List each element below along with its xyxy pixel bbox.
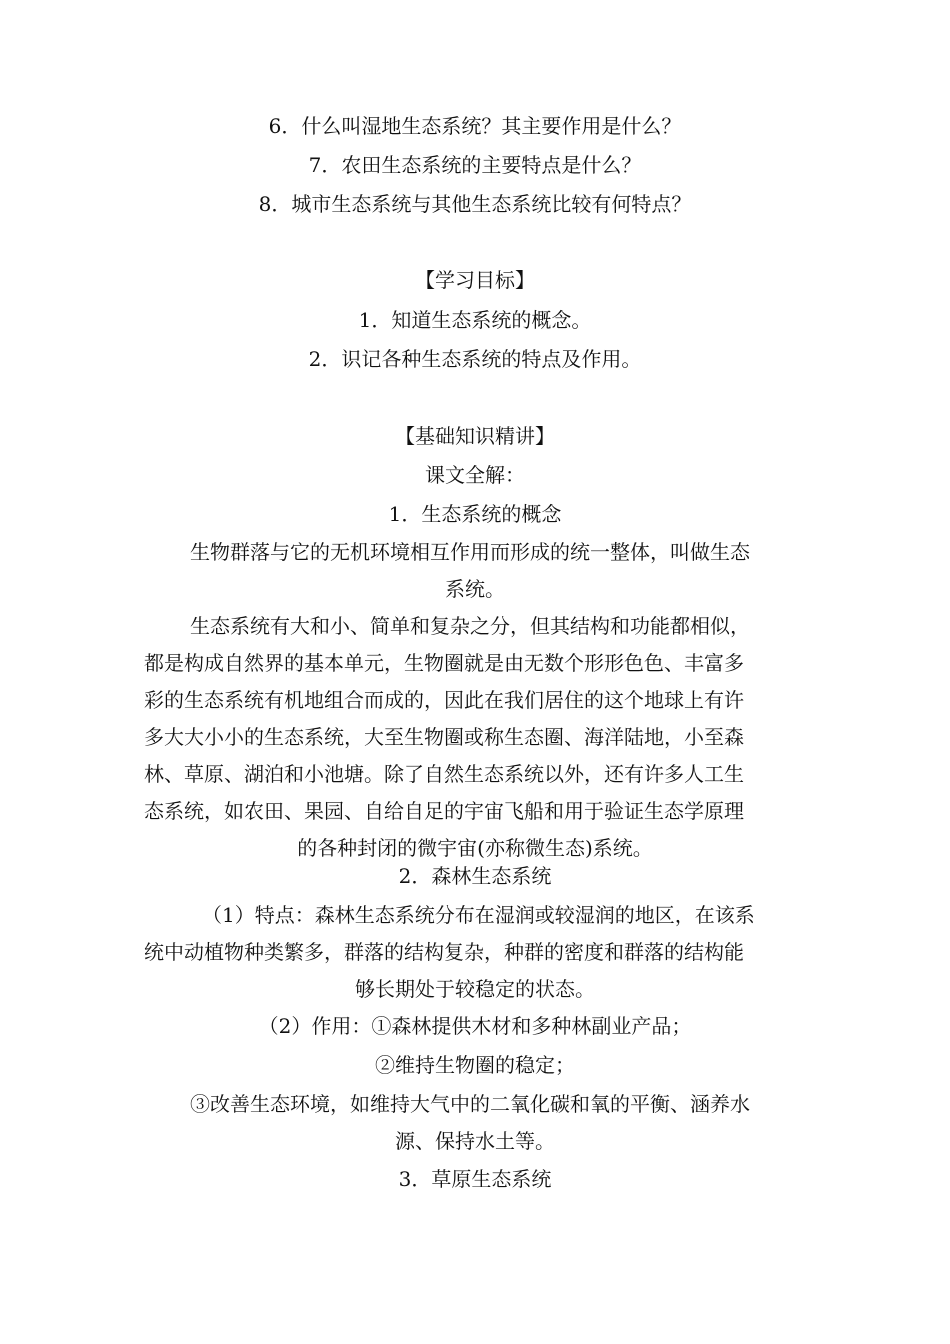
features-line: 够长期处于较稳定的状态。: [355, 977, 595, 1001]
body-line: 的各种封闭的微宇宙(亦称微生态)系统。: [297, 836, 653, 860]
section-1-definition: [144, 534, 806, 608]
question-6: 6．什么叫湿地生态系统？其主要作用是什么？: [268, 114, 682, 138]
section-2-title: 2．森林生态系统: [398, 864, 552, 888]
body-line: 林、草原、湖泊和小池塘。除了自然生态系统以外，还有许多人工生: [144, 762, 744, 786]
section-2-function-1: （2）作用：①森林提供木材和多种林副业产品；: [258, 1014, 692, 1038]
question-7: 7．农田生态系统的主要特点是什么？: [308, 153, 642, 177]
objectives-heading: 【学习目标】: [415, 268, 535, 292]
section-2-features: [144, 897, 806, 1008]
function-line: 源、保持水土等。: [395, 1129, 555, 1153]
body-line: 彩的生态系统有机地组合而成的，因此在我们居住的这个地球上有许: [144, 688, 744, 712]
objective-item-1: 1．知道生态系统的概念。: [358, 308, 592, 332]
body-line: 生态系统有大和小、简单和复杂之分，但其结构和功能都相似，: [190, 614, 750, 638]
objective-item-2: 2．识记各种生态系统的特点及作用。: [308, 347, 642, 371]
knowledge-heading: 【基础知识精讲】: [395, 424, 555, 448]
section-3-title: 3．草原生态系统: [398, 1167, 552, 1191]
section-2-function-2: ②维持生物圈的稳定；: [375, 1053, 575, 1077]
section-1-title: 1．生态系统的概念: [388, 502, 562, 526]
function-line: ③改善生态环境，如维持大气中的二氧化碳和氧的平衡、涵养水: [190, 1092, 750, 1116]
definition-line: 系统。: [445, 577, 505, 601]
section-1-body: [144, 608, 806, 867]
knowledge-subheading: 课文全解：: [425, 463, 525, 487]
features-line: 统中动植物种类繁多，群落的结构复杂，种群的密度和群落的结构能: [144, 940, 744, 964]
definition-line: 生物群落与它的无机环境相互作用而形成的统一整体，叫做生态: [190, 540, 750, 564]
question-8: 8．城市生态系统与其他生态系统比较有何特点？: [258, 192, 692, 216]
body-line: 都是构成自然界的基本单元，生物圈就是由无数个形形色色、丰富多: [144, 651, 744, 675]
body-line: 态系统，如农田、果园、自给自足的宇宙飞船和用于验证生态学原理: [144, 799, 744, 823]
features-line: （1）特点：森林生态系统分布在湿润或较湿润的地区，在该系: [202, 903, 755, 927]
section-2-function-3: [144, 1086, 806, 1160]
body-line: 多大大小小的生态系统，大至生物圈或称生态圈、海洋陆地，小至森: [144, 725, 744, 749]
